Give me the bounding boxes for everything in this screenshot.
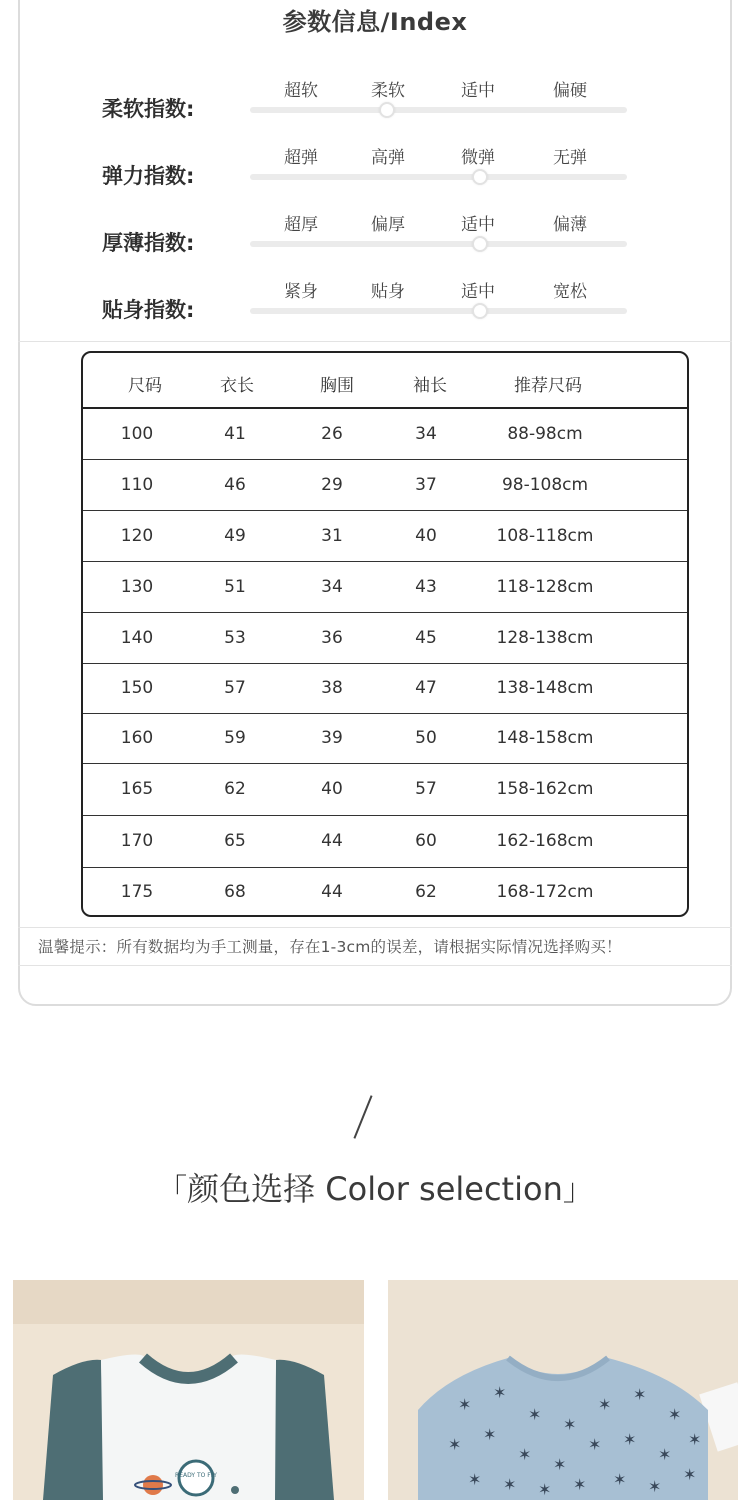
star-pattern-icon: ✶: [503, 1475, 517, 1494]
table-cell: 118-128cm: [496, 576, 594, 597]
index-label: 贴身指数:: [102, 298, 195, 322]
table-row: [83, 764, 687, 816]
header-chest: 胸围: [320, 376, 354, 396]
table-cell: 62: [224, 779, 246, 799]
index-track: [250, 308, 627, 314]
table-cell: 36: [321, 627, 343, 648]
index-option: 贴身: [371, 282, 405, 302]
star-pattern-icon: ✶: [553, 1455, 567, 1474]
star-pattern-icon: ✶: [518, 1445, 532, 1464]
color-section-title: [0, 1164, 750, 1210]
star-pattern-icon: ✶: [468, 1470, 482, 1489]
table-cell: 60: [415, 831, 437, 851]
index-track: [250, 241, 627, 247]
decorative-slash: [353, 1095, 372, 1138]
index-option: 适中: [461, 215, 495, 235]
index-option: 宽松: [553, 282, 587, 302]
index-row: [0, 76, 750, 144]
star-pattern-icon: ✶: [648, 1477, 662, 1496]
shirt-print-text: READY TO FLY: [175, 1472, 217, 1479]
table-cell: 45: [415, 627, 437, 648]
table-cell: 168-172cm: [496, 882, 594, 902]
table-cell: 98-108cm: [501, 474, 589, 495]
table-cell: 51: [224, 576, 246, 597]
color-option-teal-shirt[interactable]: [13, 1280, 364, 1500]
table-cell: 49: [224, 525, 246, 546]
table-cell: 148-158cm: [496, 728, 594, 748]
table-cell: 40: [415, 525, 437, 546]
tip-divider-top: [18, 927, 732, 928]
header-sleeve: 袖长: [413, 376, 447, 396]
table-cell: 47: [415, 678, 437, 698]
table-cell: 158-162cm: [496, 779, 594, 799]
index-option: 超弹: [284, 148, 318, 168]
table-cell: 38: [321, 678, 343, 698]
index-option: 适中: [461, 81, 495, 101]
header-size: 尺码: [128, 376, 162, 396]
star-pattern-icon: ✶: [483, 1425, 497, 1444]
table-cell: 44: [321, 831, 343, 851]
index-option: 超软: [284, 81, 318, 101]
table-cell: 26: [321, 423, 343, 444]
table-cell: 34: [321, 576, 343, 597]
star-pattern-icon: ✶: [613, 1470, 627, 1489]
table-row: [83, 613, 687, 664]
index-option: 柔软: [371, 81, 405, 101]
table-cell: 46: [224, 474, 246, 495]
table-cell: 165: [120, 779, 154, 799]
table-cell: 62: [415, 882, 437, 902]
table-cell: 29: [321, 474, 343, 495]
star-pattern-icon: ✶: [633, 1385, 647, 1404]
open-bracket: 「: [157, 1173, 188, 1208]
index-option: 高弹: [371, 148, 405, 168]
table-cell: 44: [321, 882, 343, 902]
header-recommended: 推荐尺码: [514, 376, 582, 396]
index-track: [250, 107, 627, 113]
tip-divider-bottom: [18, 965, 732, 966]
table-cell: 68: [224, 882, 246, 902]
star-pattern-icon: ✶: [538, 1480, 552, 1499]
table-cell: 120: [120, 525, 154, 546]
table-cell: 128-138cm: [496, 627, 594, 648]
table-cell: 108-118cm: [496, 525, 594, 546]
star-pattern-icon: ✶: [598, 1395, 612, 1414]
index-label: 厚薄指数:: [102, 231, 195, 255]
star-pattern-icon: ✶: [458, 1395, 472, 1414]
table-row: [83, 714, 687, 764]
index-option: 紧身: [284, 282, 318, 302]
size-table: [81, 351, 689, 917]
index-option: 超厚: [284, 215, 318, 235]
table-cell: 175: [120, 882, 154, 902]
close-bracket: 」: [562, 1173, 593, 1208]
index-label: 弹力指数:: [102, 164, 195, 188]
table-cell: 41: [224, 423, 246, 444]
table-header-row: [83, 353, 687, 409]
table-cell: 43: [415, 576, 437, 597]
table-cell: 130: [120, 576, 154, 597]
star-pattern-icon: ✶: [658, 1445, 672, 1464]
index-row: [0, 277, 750, 345]
table-row: [83, 562, 687, 613]
index-row: [0, 143, 750, 211]
star-pattern-icon: ✶: [448, 1435, 462, 1454]
table-cell: 88-98cm: [507, 423, 583, 444]
table-cell: 34: [415, 423, 437, 444]
section-divider: [18, 341, 732, 342]
index-row: [0, 210, 750, 278]
table-row: [83, 409, 687, 460]
table-cell: 50: [415, 728, 437, 748]
index-option: 适中: [461, 282, 495, 302]
table-cell: 110: [120, 474, 154, 495]
table-cell: 65: [224, 831, 246, 851]
header-length: 衣长: [220, 376, 254, 396]
star-pattern-icon: ✶: [683, 1465, 697, 1484]
star-pattern-icon: ✶: [528, 1405, 542, 1424]
table-row: [83, 511, 687, 562]
index-level-knob: [379, 102, 395, 118]
index-option: 偏薄: [553, 215, 587, 235]
index-option: 微弹: [461, 148, 495, 168]
table-row: [83, 664, 687, 714]
table-cell: 40: [321, 779, 343, 799]
table-cell: 138-148cm: [496, 678, 594, 698]
star-pattern-icon: ✶: [688, 1430, 702, 1449]
table-cell: 140: [120, 627, 154, 648]
table-row: [83, 868, 687, 917]
table-row: [83, 816, 687, 868]
index-option: 偏厚: [371, 215, 405, 235]
index-option: 偏硬: [553, 81, 587, 101]
star-pattern-icon: ✶: [588, 1435, 602, 1454]
table-cell: 53: [224, 627, 246, 648]
table-row: [83, 460, 687, 511]
star-pattern-icon: ✶: [623, 1430, 637, 1449]
table-cell: 57: [415, 779, 437, 799]
index-label: 柔软指数:: [102, 97, 195, 121]
index-level-knob: [472, 303, 488, 319]
index-track: [250, 174, 627, 180]
color-title-text: 颜色选择 Color selection: [187, 1170, 563, 1208]
table-cell: 100: [120, 423, 154, 444]
table-cell: 37: [415, 474, 437, 495]
table-cell: 59: [224, 728, 246, 748]
table-cell: 160: [120, 728, 154, 748]
table-cell: 57: [224, 678, 246, 698]
measurement-tip: 温馨提示：所有数据均为手工测量，存在1-3cm的误差，请根据实际情况选择购买！: [38, 938, 622, 956]
table-cell: 162-168cm: [496, 831, 594, 851]
star-pattern-icon: ✶: [573, 1475, 587, 1494]
table-cell: 31: [321, 525, 343, 546]
color-option-blue-star-shirt[interactable]: [388, 1280, 738, 1500]
star-pattern-icon: ✶: [668, 1405, 682, 1424]
star-pattern-icon: ✶: [563, 1415, 577, 1434]
table-cell: 39: [321, 728, 343, 748]
table-cell: 150: [120, 678, 154, 698]
index-level-knob: [472, 236, 488, 252]
page-title: 参数信息/Index: [282, 8, 468, 36]
index-option: 无弹: [553, 148, 587, 168]
index-level-knob: [472, 169, 488, 185]
star-pattern-icon: ✶: [493, 1383, 507, 1402]
table-cell: 170: [120, 831, 154, 851]
